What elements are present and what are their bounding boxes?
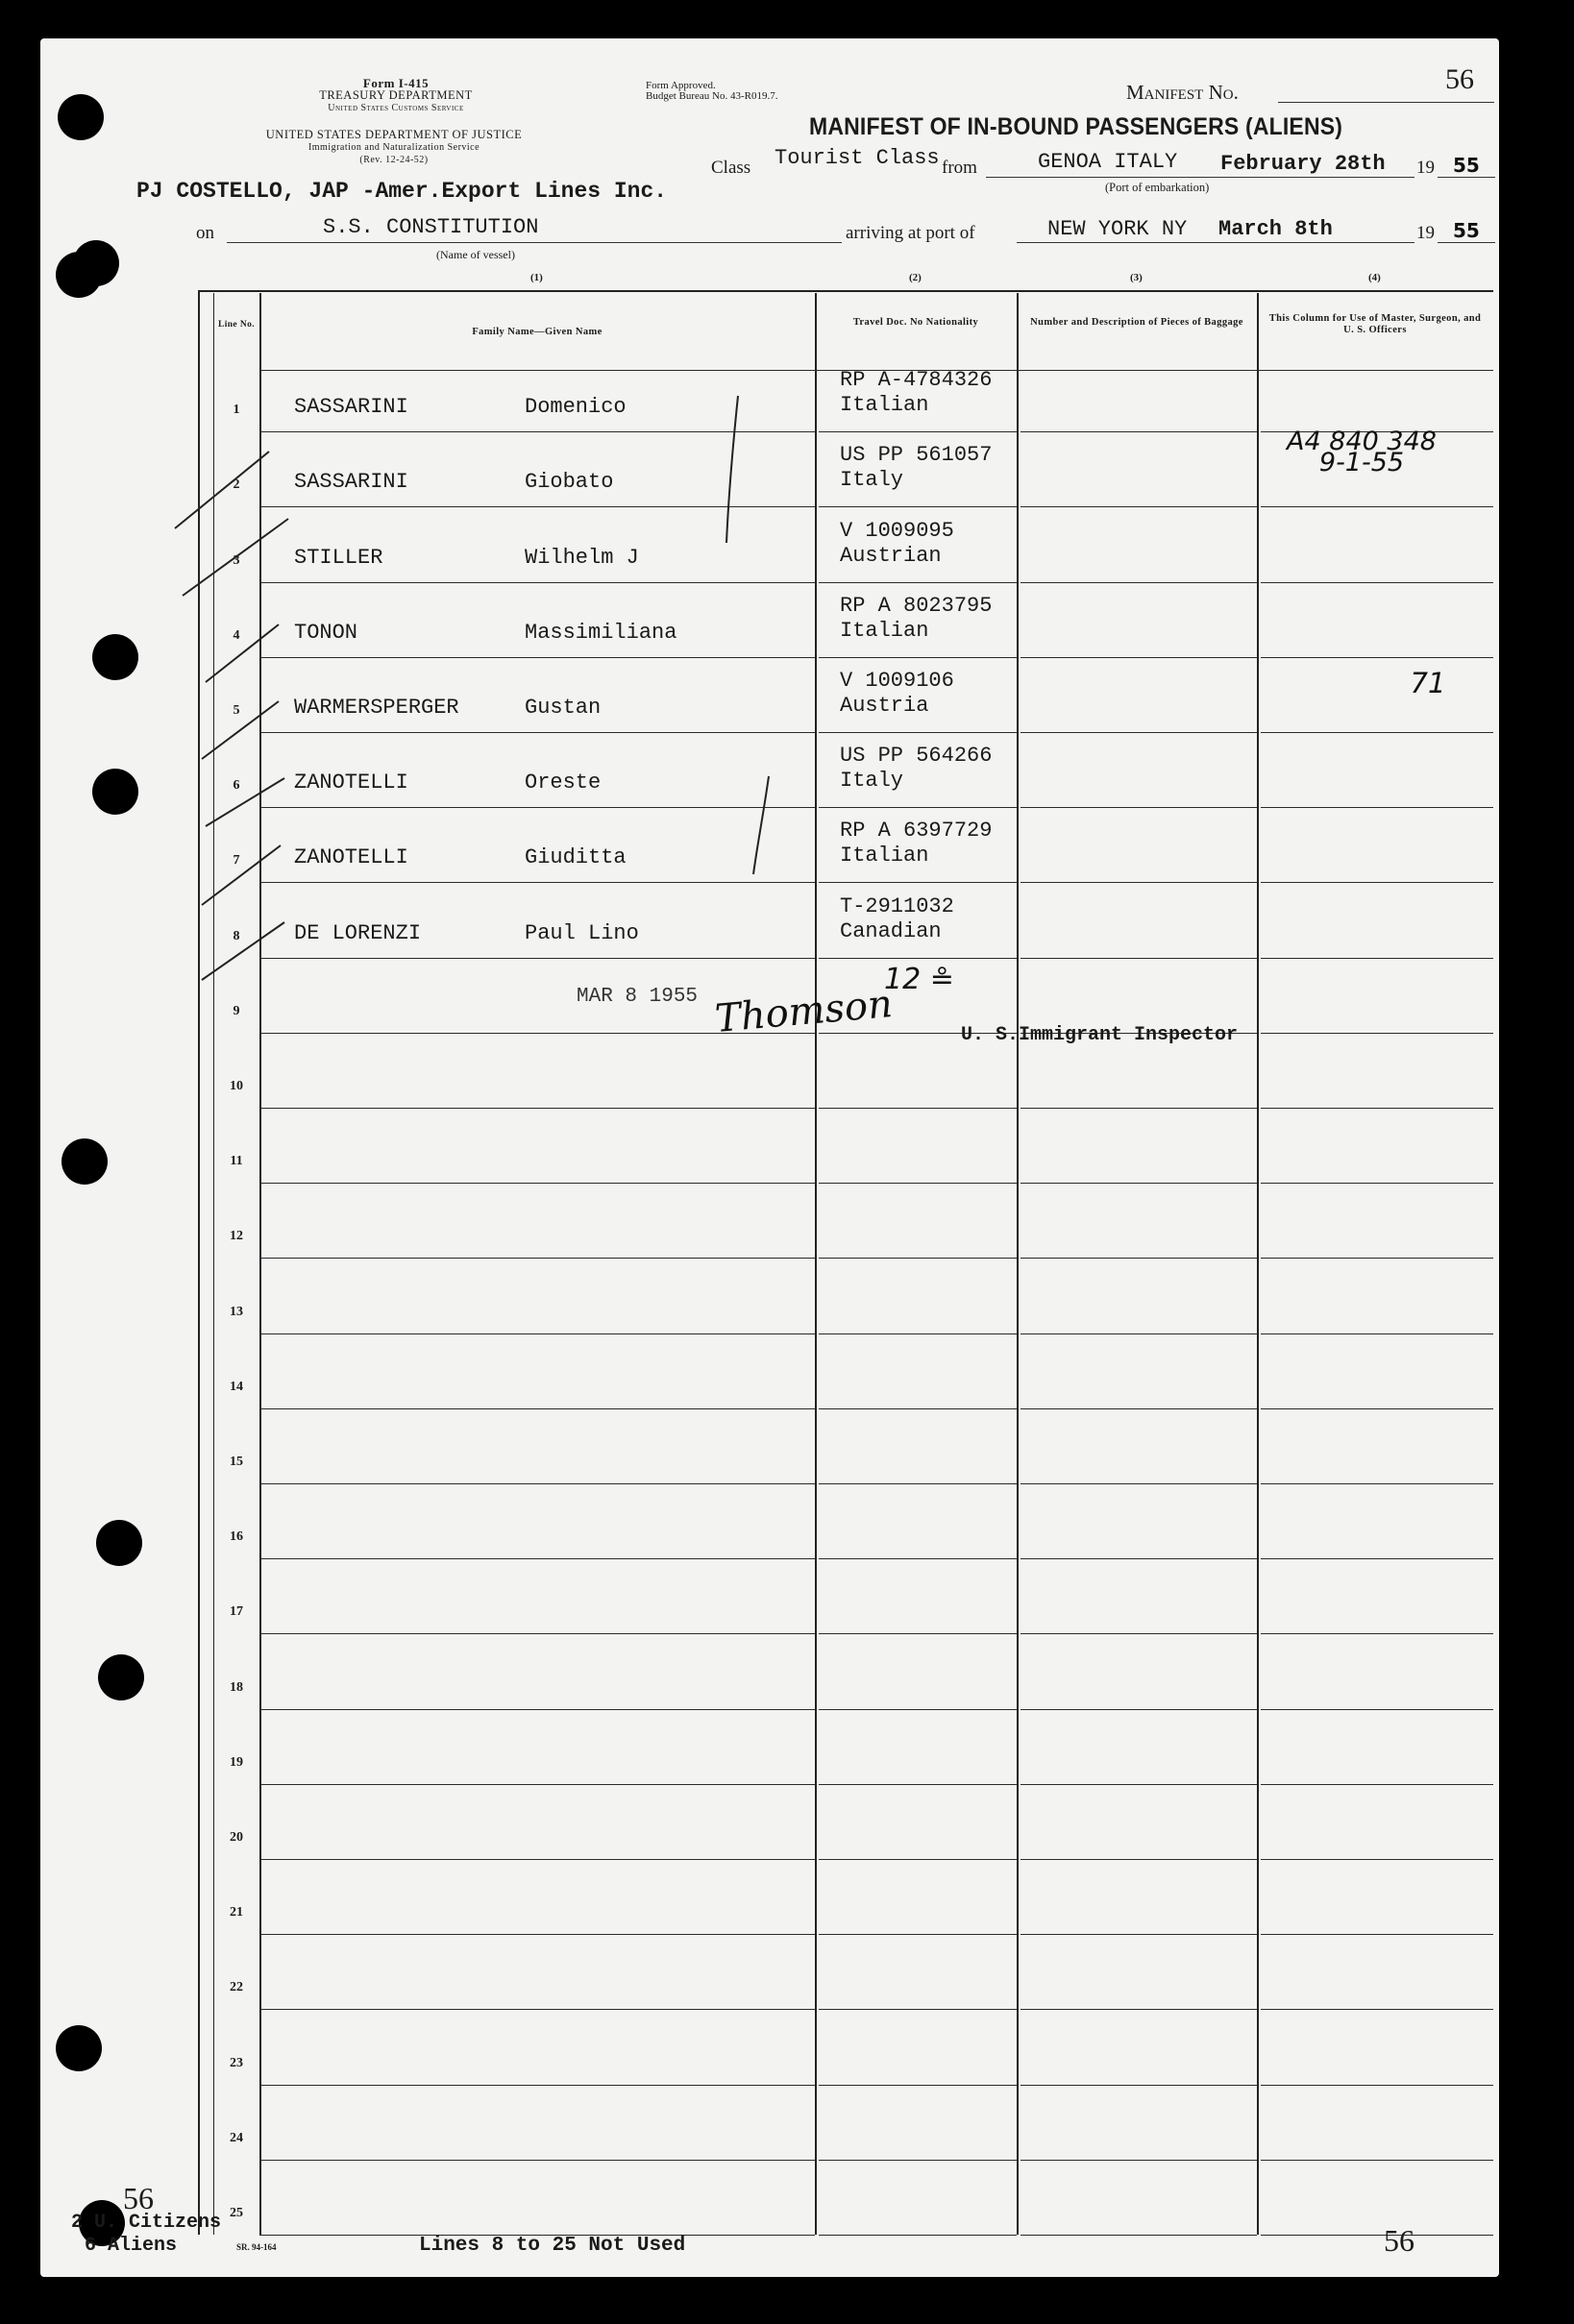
line-number: 10: [230, 1079, 243, 1093]
passenger-given-name: Gustan: [525, 696, 602, 720]
embark-port: GENOA ITALY: [1038, 150, 1178, 174]
passenger-nationality: Italian: [840, 393, 929, 418]
justice-dept: UNITED STATES DEPARTMENT OF JUSTICE: [265, 128, 523, 141]
from-label: from: [942, 158, 977, 178]
passenger-nationality: Canadian: [840, 918, 942, 943]
column-number: (4): [1368, 272, 1381, 283]
budget-bureau: Budget Bureau No. 43-R019.7.: [646, 90, 778, 102]
page-number: 56: [1384, 2223, 1414, 2258]
citizens-count: 2 U. Citizens: [71, 2212, 222, 2234]
column-number: (2): [909, 272, 922, 283]
line-number: 22: [230, 1980, 243, 1995]
agent-line: PJ COSTELLO, JAP -Amer.Export Lines Inc.: [136, 179, 668, 204]
line-number: 14: [230, 1379, 243, 1394]
arrival-date: March 8th: [1218, 217, 1333, 241]
ins-service: Immigration and Naturalization Service: [307, 142, 480, 153]
vessel-name: S.S. CONSTITUTION: [323, 215, 539, 239]
passenger-given-name: Giobato: [525, 470, 614, 495]
officer-note: 71: [1410, 667, 1446, 699]
arrival-port: NEW YORK NY: [1047, 217, 1188, 241]
header-baggage: Number and Description of Pieces of Baggage: [1030, 317, 1243, 328]
passenger-travel-doc: US PP 564266: [840, 744, 993, 769]
passenger-given-name: Oreste: [525, 771, 602, 795]
line-number: 4: [233, 627, 240, 643]
line-number: 16: [230, 1529, 243, 1545]
passenger-travel-doc: RP A 6397729: [840, 819, 993, 844]
line-number: 15: [230, 1455, 243, 1469]
aliens-count: 6 Aliens: [85, 2235, 178, 2257]
line-number: 9: [233, 1003, 240, 1018]
line-number: 17: [230, 1604, 243, 1620]
embark-year-prefix: 19: [1416, 158, 1435, 178]
passenger-family-name: ZANOTELLI: [294, 845, 408, 870]
line-number: 24: [230, 2130, 243, 2145]
passenger-given-name: Wilhelm J: [525, 545, 639, 570]
passenger-nationality: Austrian: [840, 543, 942, 568]
column-number: (3): [1130, 272, 1143, 283]
line-number: 3: [233, 552, 240, 568]
margin-manifest-no: 56: [123, 2181, 154, 2215]
passenger-travel-doc: RP A-4784326: [840, 368, 993, 393]
manifest-number: 56: [1445, 63, 1474, 95]
inspector-signature: Thomson: [713, 982, 895, 1041]
header-name: Family Name—Given Name: [472, 327, 603, 337]
line-number: 2: [233, 477, 240, 493]
line-number: 13: [230, 1304, 243, 1319]
passenger-travel-doc: T-2911032: [840, 893, 954, 918]
passenger-nationality: Austria: [840, 694, 929, 718]
passenger-family-name: WARMERSPERGER: [294, 696, 459, 720]
passenger-family-name: SASSARINI: [294, 470, 408, 495]
passenger-family-name: ZANOTELLI: [294, 771, 408, 795]
line-number: 25: [230, 2206, 243, 2220]
manifest-title: MANIFEST OF IN-BOUND PASSENGERS (ALIENS): [809, 113, 1343, 140]
passenger-family-name: TONON: [294, 620, 358, 645]
line-number: 18: [230, 1679, 243, 1695]
lines-not-used: Lines 8 to 25 Not Used: [419, 2235, 686, 2257]
inspector-title: U. S.Immigrant Inspector: [961, 1024, 1239, 1046]
arrival-stamp-date: MAR 8 1955: [577, 986, 699, 1008]
passenger-family-name: SASSARINI: [294, 395, 408, 420]
arrival-year-prefix: 19: [1416, 223, 1435, 243]
passenger-family-name: STILLER: [294, 545, 383, 570]
passenger-family-name: DE LORENZI: [294, 920, 422, 945]
arrival-year: 55: [1453, 219, 1480, 242]
header-officers: This Column for Use of Master, Surgeon, and U. S. Officers: [1268, 313, 1482, 335]
passenger-given-name: Domenico: [525, 395, 627, 420]
line-number: 11: [230, 1154, 243, 1169]
form-number: Form I-415: [362, 76, 430, 90]
customs-service: United States Customs Service: [328, 103, 464, 113]
line-number: 12: [230, 1229, 243, 1244]
passenger-travel-doc: V 1009095: [840, 518, 954, 543]
header-travel-doc: Travel Doc. No Nationality: [852, 317, 979, 328]
class-value: Tourist Class: [775, 146, 940, 170]
embark-caption: (Port of embarkation): [1105, 181, 1210, 194]
embark-year: 55: [1453, 154, 1480, 177]
column-number: (1): [530, 272, 543, 283]
passenger-travel-doc: V 1009106: [840, 669, 954, 693]
line-number: 1: [233, 403, 240, 418]
vessel-caption: (Name of vessel): [436, 248, 515, 261]
officer-note: A4 840 348 9-1-55: [1287, 427, 1437, 478]
arrival-stamp-time: 12 ≗: [884, 963, 954, 996]
treasury-dept: TREASURY DEPARTMENT: [319, 88, 473, 102]
form-revision: (Rev. 12-24-52): [359, 155, 429, 165]
passenger-given-name: Giuditta: [525, 845, 627, 870]
manifest-no-label: Manifest No.: [1126, 81, 1239, 104]
passenger-travel-doc: RP A 8023795: [840, 593, 993, 618]
line-number: 8: [233, 928, 240, 943]
printer-code: SR. 94-164: [236, 2242, 277, 2252]
passenger-nationality: Italian: [840, 844, 929, 868]
line-number: 5: [233, 703, 240, 718]
passenger-nationality: Italy: [840, 769, 904, 794]
header-line-no: Line No.: [217, 320, 256, 330]
passenger-nationality: Italian: [840, 618, 929, 643]
form-approved: Form Approved.: [646, 80, 716, 91]
line-number: 19: [230, 1754, 243, 1770]
embark-date: February 28th: [1220, 152, 1386, 176]
line-number: 21: [230, 1905, 243, 1920]
on-label: on: [196, 223, 214, 243]
line-number: 6: [233, 778, 240, 794]
arriving-label: arriving at port of: [846, 223, 975, 243]
passenger-nationality: Italy: [840, 468, 904, 493]
line-number: 23: [230, 2055, 243, 2070]
line-number: 20: [230, 1830, 243, 1845]
line-number: 7: [233, 853, 240, 868]
class-label: Class: [711, 158, 751, 178]
passenger-travel-doc: US PP 561057: [840, 443, 993, 468]
passenger-given-name: Massimiliana: [525, 620, 677, 645]
passenger-given-name: Paul Lino: [525, 920, 639, 945]
